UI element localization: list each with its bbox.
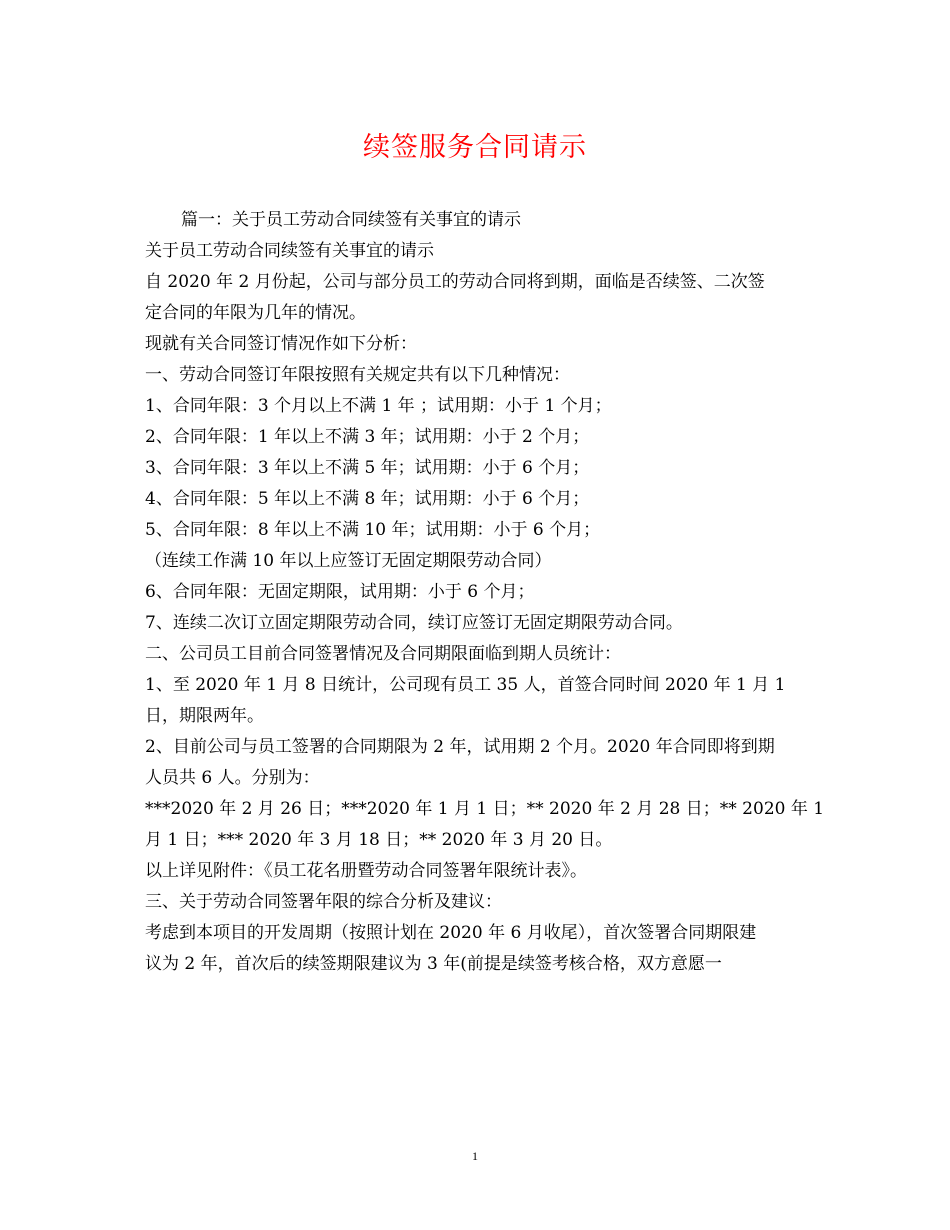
list-note: （连续工作满 10 年以上应签订无固定期限劳动合同） — [145, 551, 552, 571]
list-item: 5、合同年限：8 年以上不满 10 年；试用期：小于 6 个月； — [145, 520, 601, 540]
memo-subject-line: 关于员工劳动合同续签有关事宜的请示 — [145, 241, 434, 261]
paragraph-line: 2、目前公司与员工签署的合同期限为 2 年，试用期 2 个月。2020 年合同即将到期 — [145, 737, 775, 757]
paragraph-line: 月 1 日；*** 2020 年 3 月 18 日；** 2020 年 3 月 20 日。 — [145, 830, 613, 850]
paragraph-line: 定合同的年限为几年的情况。 — [145, 303, 366, 323]
paragraph-line: 人员共 6 人。分别为： — [145, 768, 320, 788]
paragraph-line: 考虑到本项目的开发周期（按照计划在 2020 年 6 月收尾），首次签署合同期限建 — [145, 923, 757, 943]
paragraph-line: 以上详见附件：《员工花名册暨劳动合同签署年限统计表》。 — [145, 861, 587, 881]
document-body — [145, 205, 825, 980]
document-title: 续签服务合同请示 — [363, 132, 587, 163]
paragraph-line: 日，期限两年。 — [145, 706, 264, 726]
paragraph-line: 自 2020 年 2 月份起，公司与部分员工的劳动合同将到期，面临是否续签、二次签 — [145, 272, 765, 292]
list-item: 1、合同年限：3 个月以上不满 1 年 ；试用期：小于 1 个月； — [145, 396, 612, 416]
section-heading-part-one: 篇一：关于员工劳动合同续签有关事宜的请示 — [181, 210, 521, 230]
page-number: 1 — [472, 1149, 478, 1163]
list-item: 7、连续二次订立固定期限劳动合同，续订应签订无固定期限劳动合同。 — [145, 613, 683, 633]
list-item: 4、合同年限：5 年以上不满 8 年；试用期：小于 6 个月； — [145, 489, 590, 509]
paragraph-line: 现就有关合同签订情况作如下分析： — [145, 334, 417, 354]
section-heading: 三、关于劳动合同签署年限的综合分析及建议： — [145, 892, 502, 912]
section-heading: 二、公司员工目前合同签署情况及合同期限面临到期人员统计： — [145, 644, 621, 664]
list-item: 2、合同年限：1 年以上不满 3 年；试用期：小于 2 个月； — [145, 427, 590, 447]
paragraph-line: ***2020 年 2 月 26 日；***2020 年 1 月 1 日；** 2020 年 2 月 28 日；** 2020 年 1 — [145, 799, 825, 819]
paragraph-line: 议为 2 年，首次后的续签期限建议为 3 年(前提是续签考核合格，双方意愿一 — [145, 954, 722, 974]
section-heading: 一、劳动合同签订年限按照有关规定共有以下几种情况： — [145, 365, 570, 385]
paragraph-line: 1、至 2020 年 1 月 8 日统计，公司现有员工 35 人，首签合同时间 2020 年 1 月 1 — [145, 675, 786, 695]
list-item: 3、合同年限：3 年以上不满 5 年；试用期：小于 6 个月； — [145, 458, 590, 478]
list-item: 6、合同年限：无固定期限，试用期：小于 6 个月； — [145, 582, 535, 602]
